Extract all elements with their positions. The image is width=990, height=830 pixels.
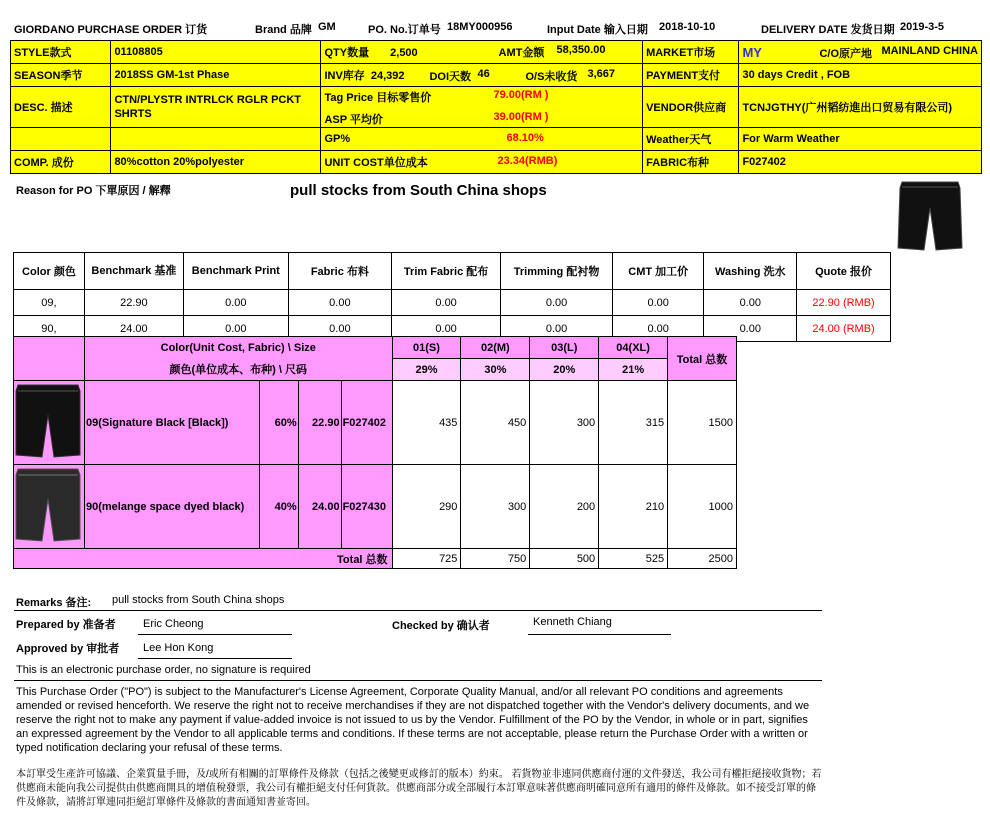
color-pct: 40% — [259, 465, 298, 549]
shorts-black-swatch — [14, 381, 82, 461]
bench-header: CMT 加工价 — [612, 253, 704, 290]
remarks-label: Remarks 备注: — [16, 597, 92, 609]
weather-value: For Warm Weather — [739, 128, 982, 151]
grand-total-cell: 500 — [530, 549, 599, 569]
approved-label: Approved by 审批者 — [16, 643, 120, 655]
empty-cell — [111, 128, 321, 151]
bench-cell: 0.00 — [288, 290, 391, 316]
qty-value: 2,500 — [390, 47, 418, 59]
table-row — [14, 290, 891, 316]
color-name: 09(Signature Black [Black]) — [84, 381, 259, 465]
qty-cell: 435 — [392, 381, 461, 465]
note-divider — [14, 680, 822, 681]
prepared-label: Prepared by 准备者 — [16, 619, 116, 631]
swatch-cell — [14, 381, 85, 465]
amt-label: AMT金额 — [498, 47, 545, 59]
size-breakdown-table — [13, 336, 737, 569]
row-total: 1000 — [668, 465, 737, 549]
bench-cell: 0.00 — [392, 290, 501, 316]
size-label: 03(L) — [530, 337, 599, 359]
payment-label: PAYMENT支付 — [643, 64, 739, 87]
bench-header: Benchmark Print — [183, 253, 288, 290]
comp-value: 80%cotton 20%polyester — [111, 151, 321, 174]
bench-quote: 24.00 (RMB) — [797, 316, 891, 342]
bench-cell: 0.00 — [612, 290, 704, 316]
style-value: 01108805 — [111, 41, 321, 64]
grand-total-cell: 525 — [599, 549, 668, 569]
weather-label: Weather天气 — [643, 128, 739, 151]
season-label: SEASON季节 — [11, 64, 111, 87]
grand-total-cell: 725 — [392, 549, 461, 569]
bench-cell: 0.00 — [704, 290, 797, 316]
swatch-cell — [14, 465, 85, 549]
remarks-value: pull stocks from South China shops — [112, 594, 285, 606]
fabric-value: F027402 — [739, 151, 982, 174]
bench-cell: 22.90 — [84, 290, 183, 316]
qty-label: QTY数量 — [324, 47, 370, 59]
approved-value: Lee Hon Kong — [143, 642, 214, 654]
market-label: MARKET市场 — [643, 41, 739, 64]
remarks-divider — [14, 610, 822, 611]
empty-cell — [11, 128, 111, 151]
unit-cost-label: UNIT COST单位成本 — [324, 157, 428, 169]
bench-header: Quote 报价 — [797, 253, 891, 290]
size-header-zh: 颜色(单位成本、布种) \ 尺码 — [84, 359, 392, 381]
qty-cell: 290 — [392, 465, 461, 549]
gp-cell — [321, 128, 643, 151]
qty-cell: 450 — [461, 381, 530, 465]
grand-total-label: Total 总数 — [14, 549, 393, 569]
bench-cell: 0.00 — [501, 316, 613, 342]
desc-label: DESC. 描述 — [11, 87, 111, 128]
checked-line — [528, 634, 671, 635]
grand-total-cell: 2500 — [668, 549, 737, 569]
po-title: GIORDANO PURCHASE ORDER 订货 — [14, 24, 208, 36]
po-number-label: PO. No.订单号 — [368, 24, 441, 36]
table-row — [14, 381, 737, 465]
bench-header: Trimming 配衬物 — [501, 253, 613, 290]
doi-label: DOI天数 — [429, 71, 472, 83]
bench-cell: 0.00 — [183, 316, 288, 342]
reason-label: Reason for PO 下單原因 / 解釋 — [16, 185, 171, 197]
qty-cell: 300 — [461, 465, 530, 549]
asp-label: ASP 平均价 — [324, 114, 383, 126]
color-cost: 24.00 — [298, 465, 341, 549]
doi-value: 46 — [477, 68, 490, 80]
size-label: 04(XL) — [599, 337, 668, 359]
size-pct: 30% — [461, 359, 530, 381]
market-value: MY — [742, 44, 762, 60]
unit-cost-cell — [321, 151, 643, 174]
bench-header: Washing 洗水 — [704, 253, 797, 290]
inv-value: 24,392 — [370, 70, 405, 82]
payment-value: 30 days Credit , FOB — [739, 64, 982, 87]
size-label: 02(M) — [461, 337, 530, 359]
delivery-date-label: DELIVERY DATE 发货日期 — [761, 24, 895, 36]
origin-label: C/O原产地 — [819, 48, 873, 60]
qty-amt-cell — [321, 41, 643, 64]
os-label: O/S未收货 — [525, 71, 578, 83]
prepared-line — [138, 634, 292, 635]
row-total: 1500 — [668, 381, 737, 465]
electronic-note: This is an electronic purchase order, no signature is required — [16, 664, 311, 676]
color-pct: 60% — [259, 381, 298, 465]
product-thumbnail — [896, 178, 964, 254]
inv-label: INV库存 — [324, 70, 365, 82]
os-value: 3,667 — [587, 68, 615, 80]
bench-cell: 0.00 — [288, 316, 391, 342]
tag-price-label: Tag Price 目标零售价 — [324, 92, 432, 104]
size-pct: 29% — [392, 359, 461, 381]
bench-quote: 22.90 (RMB) — [797, 290, 891, 316]
bench-header: Trim Fabric 配布 — [392, 253, 501, 290]
color-cost: 22.90 — [298, 381, 341, 465]
prepared-value: Eric Cheong — [143, 618, 204, 630]
style-label: STYLE款式 — [11, 41, 111, 64]
color-fabric: F027402 — [341, 381, 392, 465]
qty-cell: 210 — [599, 465, 668, 549]
delivery-date-value: 2019-3-5 — [900, 21, 945, 33]
reason-value: pull stocks from South China shops — [290, 182, 547, 199]
size-pct: 21% — [599, 359, 668, 381]
comp-label: COMP. 成份 — [11, 151, 111, 174]
table-row — [14, 465, 737, 549]
bench-cell: 0.00 — [612, 316, 704, 342]
vendor-value: TCNJGTHY(广州韬纺進出口贸易有限公司) — [739, 87, 982, 128]
size-label: 01(S) — [392, 337, 461, 359]
bench-header: Fabric 布料 — [288, 253, 391, 290]
tag-price-value: 79.00(RM ) — [493, 89, 549, 101]
grand-total-row — [14, 549, 737, 569]
color-fabric: F027430 — [341, 465, 392, 549]
benchmark-table — [13, 252, 891, 342]
asp-value: 39.00(RM ) — [493, 111, 549, 123]
po-number-value: 18MY000956 — [447, 21, 513, 33]
grand-total-cell: 750 — [461, 549, 530, 569]
bench-cell: 0.00 — [704, 316, 797, 342]
shorts-melange-swatch — [14, 465, 82, 545]
approved-line — [138, 658, 292, 659]
bench-cell: 0.00 — [501, 290, 613, 316]
bench-cell: 90, — [14, 316, 85, 342]
thumb-header — [14, 337, 85, 381]
bench-cell: 0.00 — [183, 290, 288, 316]
brand-value: GM — [318, 21, 336, 33]
qty-cell: 200 — [530, 465, 599, 549]
total-header: Total 总数 — [668, 337, 737, 381]
gp-value: 68.10% — [506, 132, 544, 144]
bench-cell: 0.00 — [392, 316, 501, 342]
fabric-label: FABRIC布种 — [643, 151, 739, 174]
vendor-label: VENDOR供应商 — [643, 87, 739, 128]
market-cell — [739, 41, 982, 64]
season-value: 2018SS GM-1st Phase — [111, 64, 321, 87]
terms-chinese: 本訂單受生產許可協議、企業質量手冊，及/或所有相關的訂單條件及條款（包括之後變更或修訂的版本）約束。 若貨物並非連同供應商付運的文件發送，我公司有權拒絕接收貨物；若供應商未能向我公司提供由供應商開具的增值稅發票，我公司有權拒絕支付任何貨款。供應商部分或全部履行本訂單意味著供應商明確同意所有適用的條件及條款。如不接受訂單的條件及條款，請將訂單連同拒絕訂單條件及條款的書面通知書並寄回。 — [16, 769, 822, 808]
inventory-cell — [321, 64, 643, 87]
checked-label: Checked by 确认者 — [392, 620, 490, 632]
input-date-label: Input Date 输入日期 — [547, 24, 648, 36]
origin-value: MAINLAND CHINA — [881, 45, 978, 57]
qty-cell: 315 — [599, 381, 668, 465]
size-pct: 20% — [530, 359, 599, 381]
qty-cell: 300 — [530, 381, 599, 465]
color-name: 90(melange space dyed black) — [84, 465, 259, 549]
bench-cell: 24.00 — [84, 316, 183, 342]
gp-label: GP% — [324, 133, 351, 145]
brand-label: Brand 品牌 — [255, 24, 312, 36]
bench-cell: 09, — [14, 290, 85, 316]
size-header-en: Color(Unit Cost, Fabric) \ Size — [84, 337, 392, 359]
price-cell — [321, 87, 643, 128]
checked-value: Kenneth Chiang — [533, 616, 612, 628]
bench-header: Color 颜色 — [14, 253, 85, 290]
unit-cost-value: 23.34(RMB) — [497, 155, 558, 167]
terms-english: This Purchase Order ("PO") is subject to the Manufacturer's License Agreement, Corporate Quality Manual, and/or all relevant PO conditions and agreements amended or revised henceforth. We reserve the right not to receive merchandises if they are not dispatched together with the Vendor's delivery documents, and we reserve the right not to make any payment if value-added invoice is not issued to us by the Vendor. Fulfillment of the PO by the Vendor, in whole or in part, signifies an expressed agreement by the Vendor to all applicable terms and conditions. If these terms are not acceptable, please return the Purchase Order with a written or typed notification declaring your refusal of these terms. — [16, 686, 810, 754]
desc-value: CTN/PLYSTR INTRLCK RGLR PCKT SHRTS — [111, 87, 321, 128]
amt-value: 58,350.00 — [556, 44, 606, 56]
info-grid — [10, 40, 982, 174]
input-date-value: 2018-10-10 — [659, 21, 716, 33]
bench-header: Benchmark 基准 — [84, 253, 183, 290]
